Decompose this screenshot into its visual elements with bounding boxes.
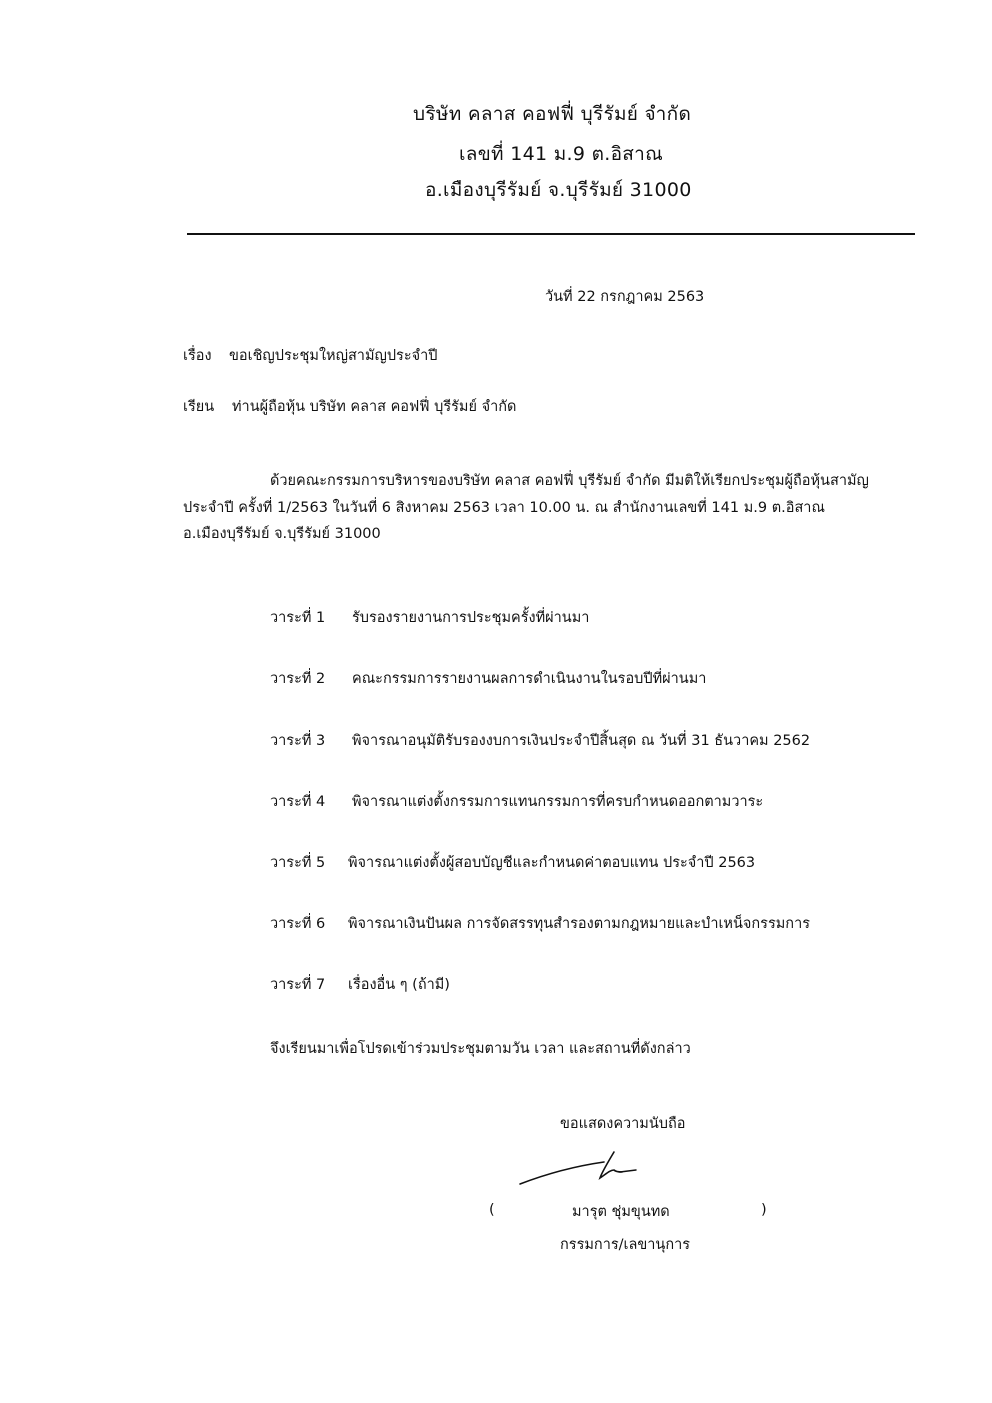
regards-text: ขอแสดงความนับถือ [560,1116,686,1132]
agenda-label: วาระที่ 6 [270,916,326,932]
recipient-label: เรียน [183,399,215,415]
agenda-label: วาระที่ 4 [270,794,326,810]
signatory-open-paren: ( [489,1202,495,1218]
agenda-text: รับรองรายงานการประชุมครั้งที่ผ่านมา [352,610,590,626]
agenda-text: พิจารณาแต่งตั้งกรรมการแทนกรรมการที่ครบกำหนดออกตามวาระ [352,794,764,810]
subject-label: เรื่อง [183,348,212,364]
closing-sentence: จึงเรียนมาเพื่อโปรดเข้าร่วมประชุมตามวัน เวลา และสถานที่ดังกล่าว [270,1041,691,1057]
intro-line-2: ประจำปี ครั้งที่ 1/2563 ในวันที่ 6 สิงหาคม 2563 เวลา 10.00 น. ณ สำนักงานเลขที่ 141 ม.9 ต.อิสาณ [183,500,825,516]
signatory-position: กรรมการ/เลขานุการ [560,1237,691,1253]
letter-date: วันที่ 22 กรกฎาคม 2563 [545,289,705,305]
handwritten-signature [516,1150,646,1190]
company-address-line1: เลขที่ 141 ม.9 ต.อิสาณ [459,143,664,165]
intro-line-1: ด้วยคณะกรรมการบริหารของบริษัท คลาส คอฟฟี่ บุรีรัมย์ จำกัด มีมติให้เรียกประชุมผู้ถือหุ้นสามัญ [270,473,869,489]
agenda-text: พิจารณาอนุมัติรับรองงบการเงินประจำปีสิ้นสุด ณ วันที่ 31 ธันวาคม 2562 [352,733,811,749]
subject-text: ขอเชิญประชุมใหญ่สามัญประจำปี [229,348,438,364]
recipient-text: ท่านผู้ถือหุ้น บริษัท คลาส คอฟฟี่ บุรีรัมย์ จำกัด [232,399,517,415]
agenda-text: คณะกรรมการรายงานผลการดำเนินงานในรอบปีที่ผ่านมา [352,671,707,687]
agenda-label: วาระที่ 5 [270,855,326,871]
agenda-text: เรื่องอื่น ๆ (ถ้ามี) [348,977,450,993]
agenda-text: พิจารณาแต่งตั้งผู้สอบบัญชีและกำหนดค่าตอบแทน ประจำปี 2563 [348,855,756,871]
signatory-name: มารุต ชุ่มขุนทด [572,1204,670,1220]
agenda-label: วาระที่ 3 [270,733,326,749]
agenda-text: พิจารณาเงินปันผล การจัดสรรทุนสำรองตามกฎหมายและบำเหน็จกรรมการ [348,916,811,932]
agenda-label: วาระที่ 7 [270,977,326,993]
agenda-label: วาระที่ 1 [270,610,326,626]
intro-line-3: อ.เมืองบุรีรัมย์ จ.บุรีรัมย์ 31000 [183,526,381,542]
header-divider [187,233,915,235]
company-name: บริษัท คลาส คอฟฟี่ บุรีรัมย์ จำกัด [413,103,692,125]
company-address-line2: อ.เมืองบุรีรัมย์ จ.บุรีรัมย์ 31000 [425,179,692,201]
signatory-close-paren: ) [761,1202,767,1218]
agenda-label: วาระที่ 2 [270,671,326,687]
